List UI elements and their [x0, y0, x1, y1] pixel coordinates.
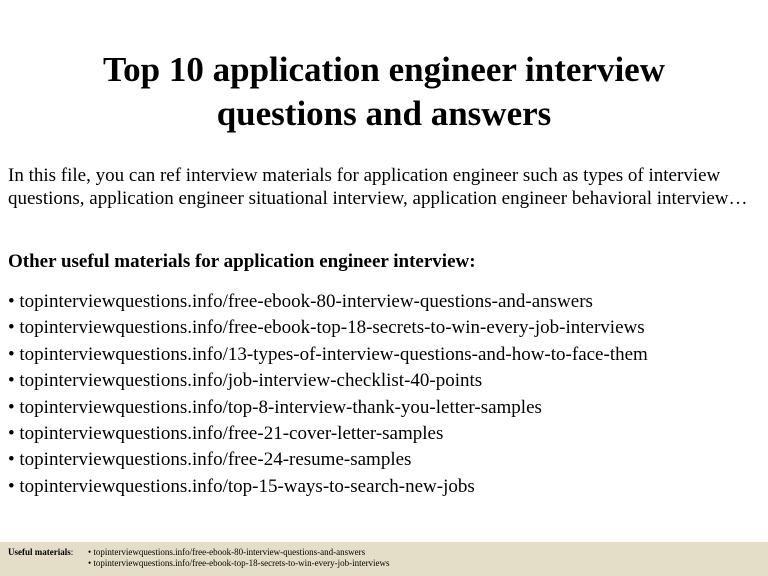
- footer-bar: [0, 542, 768, 576]
- materials-link[interactable]: topinterviewquestions.info/free-21-cover-letter-samples: [19, 423, 444, 445]
- materials-link[interactable]: topinterviewquestions.info/13-types-of-interview-questions-and-how-to-face-them: [19, 343, 648, 365]
- footer-link[interactable]: topinterviewquestions.info/free-ebook-80-interview-questions-and-answers: [93, 547, 366, 557]
- materials-link[interactable]: topinterviewquestions.info/job-interview-checklist-40-points: [19, 370, 483, 392]
- slide-title: [40, 48, 728, 136]
- list-item[interactable]: [8, 395, 648, 421]
- materials-link[interactable]: topinterviewquestions.info/top-8-interview-thank-you-letter-samples: [19, 396, 542, 418]
- footer-label: Useful materials:: [8, 547, 74, 557]
- list-item[interactable]: [8, 289, 648, 315]
- title-line-1: Top 10 application engineer interview: [103, 50, 665, 89]
- list-item[interactable]: [8, 447, 648, 473]
- list-item[interactable]: [8, 315, 648, 341]
- list-item[interactable]: [8, 342, 648, 368]
- intro-paragraph: In this file, you can ref interview materials for application engineer such as types of interview questions, application engineer situational interview, application engineer behavioral interview…: [8, 165, 748, 209]
- footer-list-item[interactable]: [88, 547, 390, 558]
- materials-link[interactable]: topinterviewquestions.info/top-15-ways-to-search-new-jobs: [19, 475, 475, 497]
- footer-list-item[interactable]: [88, 558, 390, 569]
- footer-link[interactable]: topinterviewquestions.info/free-ebook-top-18-secrets-to-win-every-job-interviews: [93, 558, 390, 568]
- materials-link[interactable]: topinterviewquestions.info/free-24-resume-samples: [19, 449, 412, 471]
- materials-link[interactable]: topinterviewquestions.info/free-ebook-top-18-secrets-to-win-every-job-interviews: [19, 317, 645, 339]
- list-item[interactable]: [8, 368, 648, 394]
- materials-heading: Other useful materials for application engineer interview:: [8, 251, 476, 272]
- title-line-2: questions and answers: [216, 94, 552, 133]
- materials-list: [8, 289, 648, 500]
- materials-link[interactable]: topinterviewquestions.info/free-ebook-80-interview-questions-and-answers: [19, 291, 593, 312]
- footer-links-list: [88, 547, 390, 569]
- list-item[interactable]: [8, 474, 648, 500]
- list-item[interactable]: [8, 421, 648, 447]
